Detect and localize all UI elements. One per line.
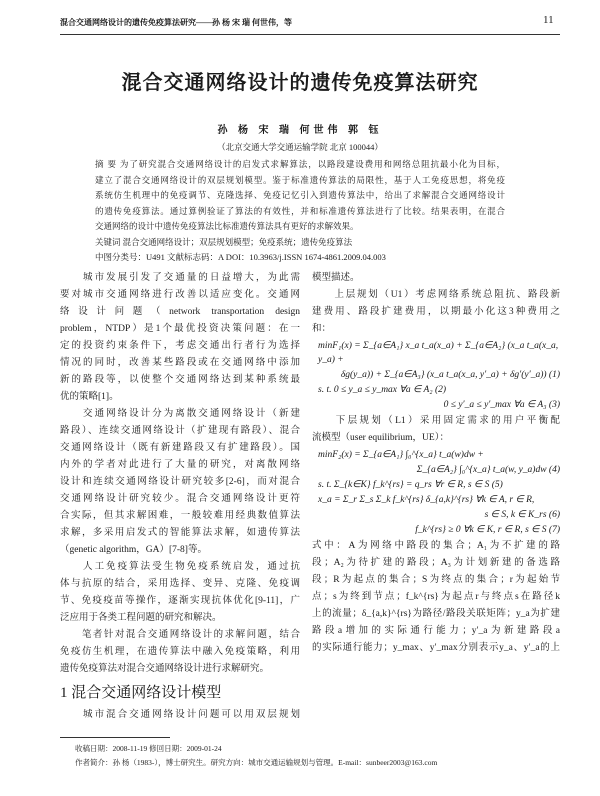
body-line: 建费用、路段扩建费用，以期最小化这3种费用之 (312, 307, 560, 317)
body-line: 式中：A为网络中路段的集合；A₁为不扩建的路 (312, 541, 560, 551)
equation-eq1-b: δg(y_a)) + Σ_{a∈A₃} (x_a t_a(x_a, y′_a) + δg′(y′_a)) (1) (340, 370, 560, 380)
body-line: 路段）、连续交通网络设计（扩建现有路段）、混合 (60, 426, 300, 436)
body-line: 上的流量；δ_{a,k}^{rs}为路径/路段关联矩阵；y_a为扩建 (312, 609, 560, 619)
body-line: 免疫仿生机理，在遗传算法中融入免疫策略，利用 (60, 647, 300, 657)
body-line: 遗传免疫算法对混合交通网络设计进行求解研究。 (60, 664, 270, 674)
body-line: 节、免疫疫苗等操作，逐渐实现抗体优化[9-11]，广 (60, 596, 300, 606)
body-line: 络设计问题（network transportation design (60, 307, 300, 317)
abstract-line: 建立了混合交通网络设计的双层规划模型。鉴于标准遗传算法的局限性，基于人工免疫思想，将免疫 (95, 174, 505, 185)
footnote-rule (60, 737, 170, 738)
body-line: 上层规划（U1）考虑网络系统总阻抗、路段新 (312, 290, 560, 300)
right-column-top (312, 270, 560, 338)
body-line: 求解，多采用启发式的智能算法求解，如遗传算法 (60, 528, 300, 538)
equation-eq6-a: x_a = Σ_r Σ_s Σ_k f_k^{rs} δ_{a,k}^{rs} ∀k ∈ A, r ∈ R, (318, 495, 535, 505)
right-column-mid (312, 413, 560, 447)
equation-eq1-a: minF₁(x) = Σ_{a∈A₁} x_a t_a(x_a) + Σ_{a∈A₂} (x_a t_a(x_a, y_a) + (318, 341, 559, 365)
abstract-line: 交通网络的设计中遗传免疫算法比标准遗传算法具有更好的求解效果。 (95, 221, 359, 231)
body-line: 合实际，但其求解困难，一般较难用经典数值算法 (60, 511, 300, 521)
body-line: 城市混合交通网络设计问题可以用双层规划 (60, 710, 300, 720)
body-line: 下层规划（L1）采用固定需求的用户平衡配 (312, 416, 560, 426)
body-line: 情况的同时，改善某些路段或在交通网络中添加 (60, 358, 300, 368)
equation-eq2: s. t. 0 ≤ y_a ≤ y_max ∀a ∈ A₂ (2) (318, 385, 447, 395)
affiliation: （北京交通大学交通运输学院 北京 100044） (217, 142, 383, 152)
footnote-received: 收稿日期：2008-11-19 修回日期：2009-01-24 (75, 744, 222, 753)
page-number: 11 (543, 14, 554, 26)
body-line: 交通网络设计（既有新建路段又有扩建路段）。国 (60, 443, 300, 453)
right-column (312, 270, 560, 657)
paper-title: 混合交通网络设计的遗传免疫算法研究 (121, 72, 479, 94)
left-column (60, 270, 300, 724)
body-line: 要对城市交通网络进行改善以适应变化。交通网 (60, 290, 300, 300)
header-rule (60, 34, 560, 35)
body-line: 内外的学者对此进行了大量的研究，对离散网络 (60, 460, 300, 470)
right-column-bottom (312, 538, 560, 657)
body-line: 泛应用于各类工程问题的研究和解决。 (60, 613, 222, 623)
body-line: 定的投资约束条件下，考虑交通出行者行为选择 (60, 341, 300, 351)
left-column-lines (60, 270, 300, 678)
abstract-line: 摘 要 为了研究混合交通网络设计的启发式求解算法，以路段建设费用和网络总阻抗最小化为目标， (95, 159, 505, 169)
body-line: 城市发展引发了交通量的日益增大，为此需 (60, 273, 300, 283)
abstract-line: 系统仿生机理中的免疫调节、克隆选择、免疫记忆引入到遗传算法中，给出了求解混合交通网络设计 (95, 190, 505, 200)
abstract-line: 关键词 混合交通网络设计；双层规划模型；免疫系统；遗传免疫算法 (95, 236, 353, 247)
body-line: problem，NTDP）是1个最优投资决策问题：在一 (60, 324, 300, 334)
body-line: 体与抗原的结合，采用选择、变异、克隆、免疫调 (60, 579, 300, 589)
body-line: 交通网络设计研究较少。混合交通网络设计更符 (60, 494, 300, 504)
body-line: 流模型（user equilibrium，UE）： (312, 433, 449, 443)
body-line: 点；s为终到节点；f_k^{rs}为起点r与终点s在路径k (312, 592, 560, 602)
body-line: 路段a增加的实际通行能力；y′_a为新建路段a (312, 626, 560, 636)
body-line: 交通网络设计分为离散交通网络设计（新建 (60, 409, 300, 419)
body-line: 段；R为起点的集合；S为终点的集合；r为起始节 (312, 575, 560, 585)
body-line: 的实际通行能力；y_max、y′_max分别表示y_a、y′_a的上 (312, 643, 560, 653)
body-line: 笔者针对混合交通网络设计的求解问题，结合 (60, 630, 300, 640)
equation-eq5: s. t. Σ_{k∈K} f_k^{rs} = q_rs ∀r ∈ R, s ∈ S (5) (318, 480, 503, 490)
body-line: 段；A₂为待扩建的路段；A₃为计划新建的备选路 (312, 558, 560, 568)
abstract-line: 的遗传免疫算法。通过算例验证了算法的有效性，并和标准遗传算法进行了比较。结果表明，在混合 (95, 205, 505, 216)
body-line: 设计和连续交通网络设计研究较多[2-6]，而对混合 (60, 477, 300, 487)
equation-eq6-b: s ∈ S, k ∈ K_rs (6) (484, 510, 560, 520)
body-line: 人工免疫算法受生物免疫系统启发，通过抗 (60, 562, 300, 572)
equation-eq3: 0 ≤ y′_a ≤ y′_max ∀a ∈ A₃ (3) (443, 400, 560, 410)
equation-eq4-b: Σ_{a∈A₂} ∫₀^{x_a} t_a(w, y_a)dw (4) (416, 465, 560, 475)
body-line: 优的策略[1]。 (60, 392, 119, 402)
running-header: 混合交通网络设计的遗传免疫算法研究——孙 杨 宋 瑞 何世伟，等 (60, 18, 292, 27)
body-line: 新的路段等，以使整个交通网络达到某种系统最 (60, 375, 300, 385)
body-line: （genetic algorithm，GA）[7-8]等。 (60, 545, 207, 555)
abstract-line: 中图分类号：U491 文献标志码：A DOI：10.3963/j.ISSN 1674-4861.2009.04.003 (95, 252, 386, 262)
body-line: 和： (312, 324, 332, 334)
section-heading: 1 混合交通网络设计模型 (60, 685, 222, 701)
abstract (95, 157, 505, 266)
equation-eq4-a: minF₂(x) = Σ_{a∈A₁} ∫₀^{x_a} t_a(w)dw + (318, 450, 484, 460)
body-line: 模型描述。 (312, 273, 360, 283)
equation-eq7: f_k^{rs} ≥ 0 ∀k ∈ K, r ∈ R, s ∈ S (7) (415, 525, 560, 535)
footnote-author: 作者简介：孙 杨（1983-），博士研究生。研究方向：城市交通运输规划与管理。E-mail：sunbeer2003@163.com (75, 758, 438, 767)
authors: 孙 杨 宋 瑞 何世伟 郭 钰 (217, 125, 383, 136)
